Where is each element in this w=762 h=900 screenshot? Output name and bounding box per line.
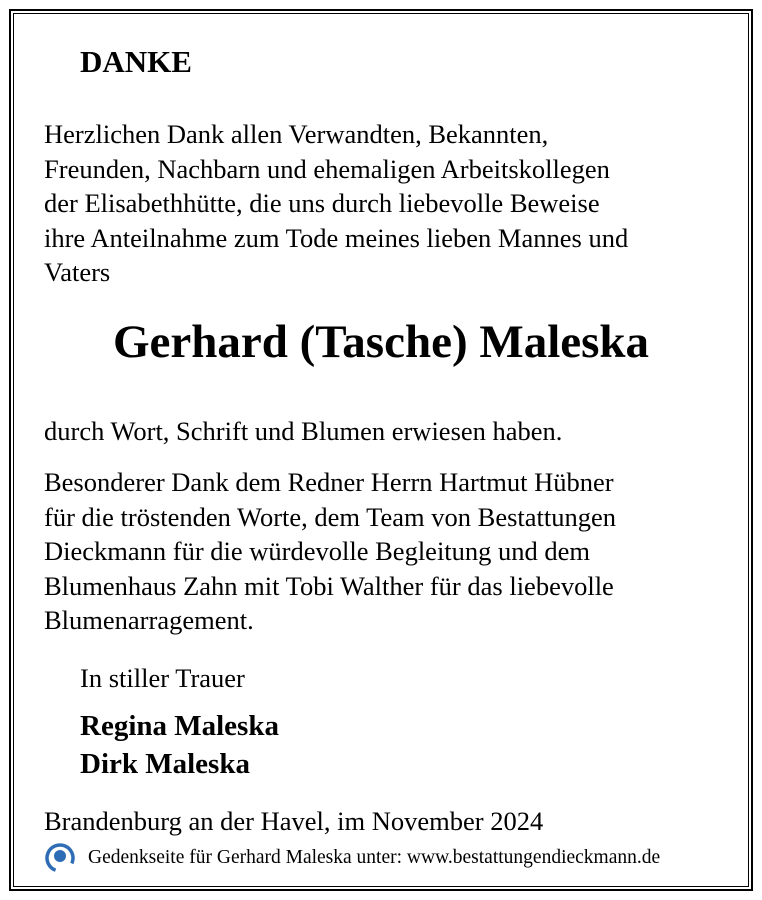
special-thanks-line: Blumenhaus Zahn mit Tobi Walther für das liebevolle	[44, 570, 614, 601]
notice-heading: DANKE	[80, 44, 192, 79]
closing-line: durch Wort, Schrift und Blumen erwiesen haben.	[44, 416, 563, 446]
memorial-page-text: Gedenkseite für Gerhard Maleska unter: www.bestattungendieckmann.de	[88, 847, 661, 868]
special-thanks-line: Besonderer Dank dem Redner Herrn Hartmut Hübner	[44, 467, 614, 497]
signers-block	[80, 707, 279, 783]
special-thanks-line: Dieckmann für die würdevolle Begleitung und dem	[44, 536, 591, 566]
intro-paragraph	[44, 117, 628, 290]
special-thanks-paragraph	[44, 465, 616, 638]
signer-name: Dirk Maleska	[80, 748, 250, 780]
intro-line: Herzlichen Dank allen Verwandten, Bekannten,	[44, 119, 549, 149]
intro-line: der Elisabethhütte, die uns durch liebevolle Beweise	[44, 188, 600, 218]
place-and-date: Brandenburg an der Havel, im November 2024	[44, 806, 544, 836]
special-thanks-line: für die tröstenden Worte, dem Team von Bestattungen	[44, 501, 617, 532]
deceased-name: Gerhard (Tasche) Maleska	[112, 316, 650, 368]
intro-line: ihre Anteilnahme zum Tode meines lieben Mannes und	[44, 222, 629, 253]
special-thanks-line: Blumenarragement.	[44, 605, 254, 635]
memorial-page-line	[44, 842, 660, 874]
intro-line: Vaters	[44, 257, 111, 287]
mourning-phrase: In stiller Trauer	[80, 663, 245, 693]
intro-line: Freunden, Nachbarn und ehemaligen Arbeitskollegen	[44, 153, 610, 184]
memorial-logo-icon	[44, 842, 76, 874]
signer-name: Regina Maleska	[80, 710, 279, 742]
